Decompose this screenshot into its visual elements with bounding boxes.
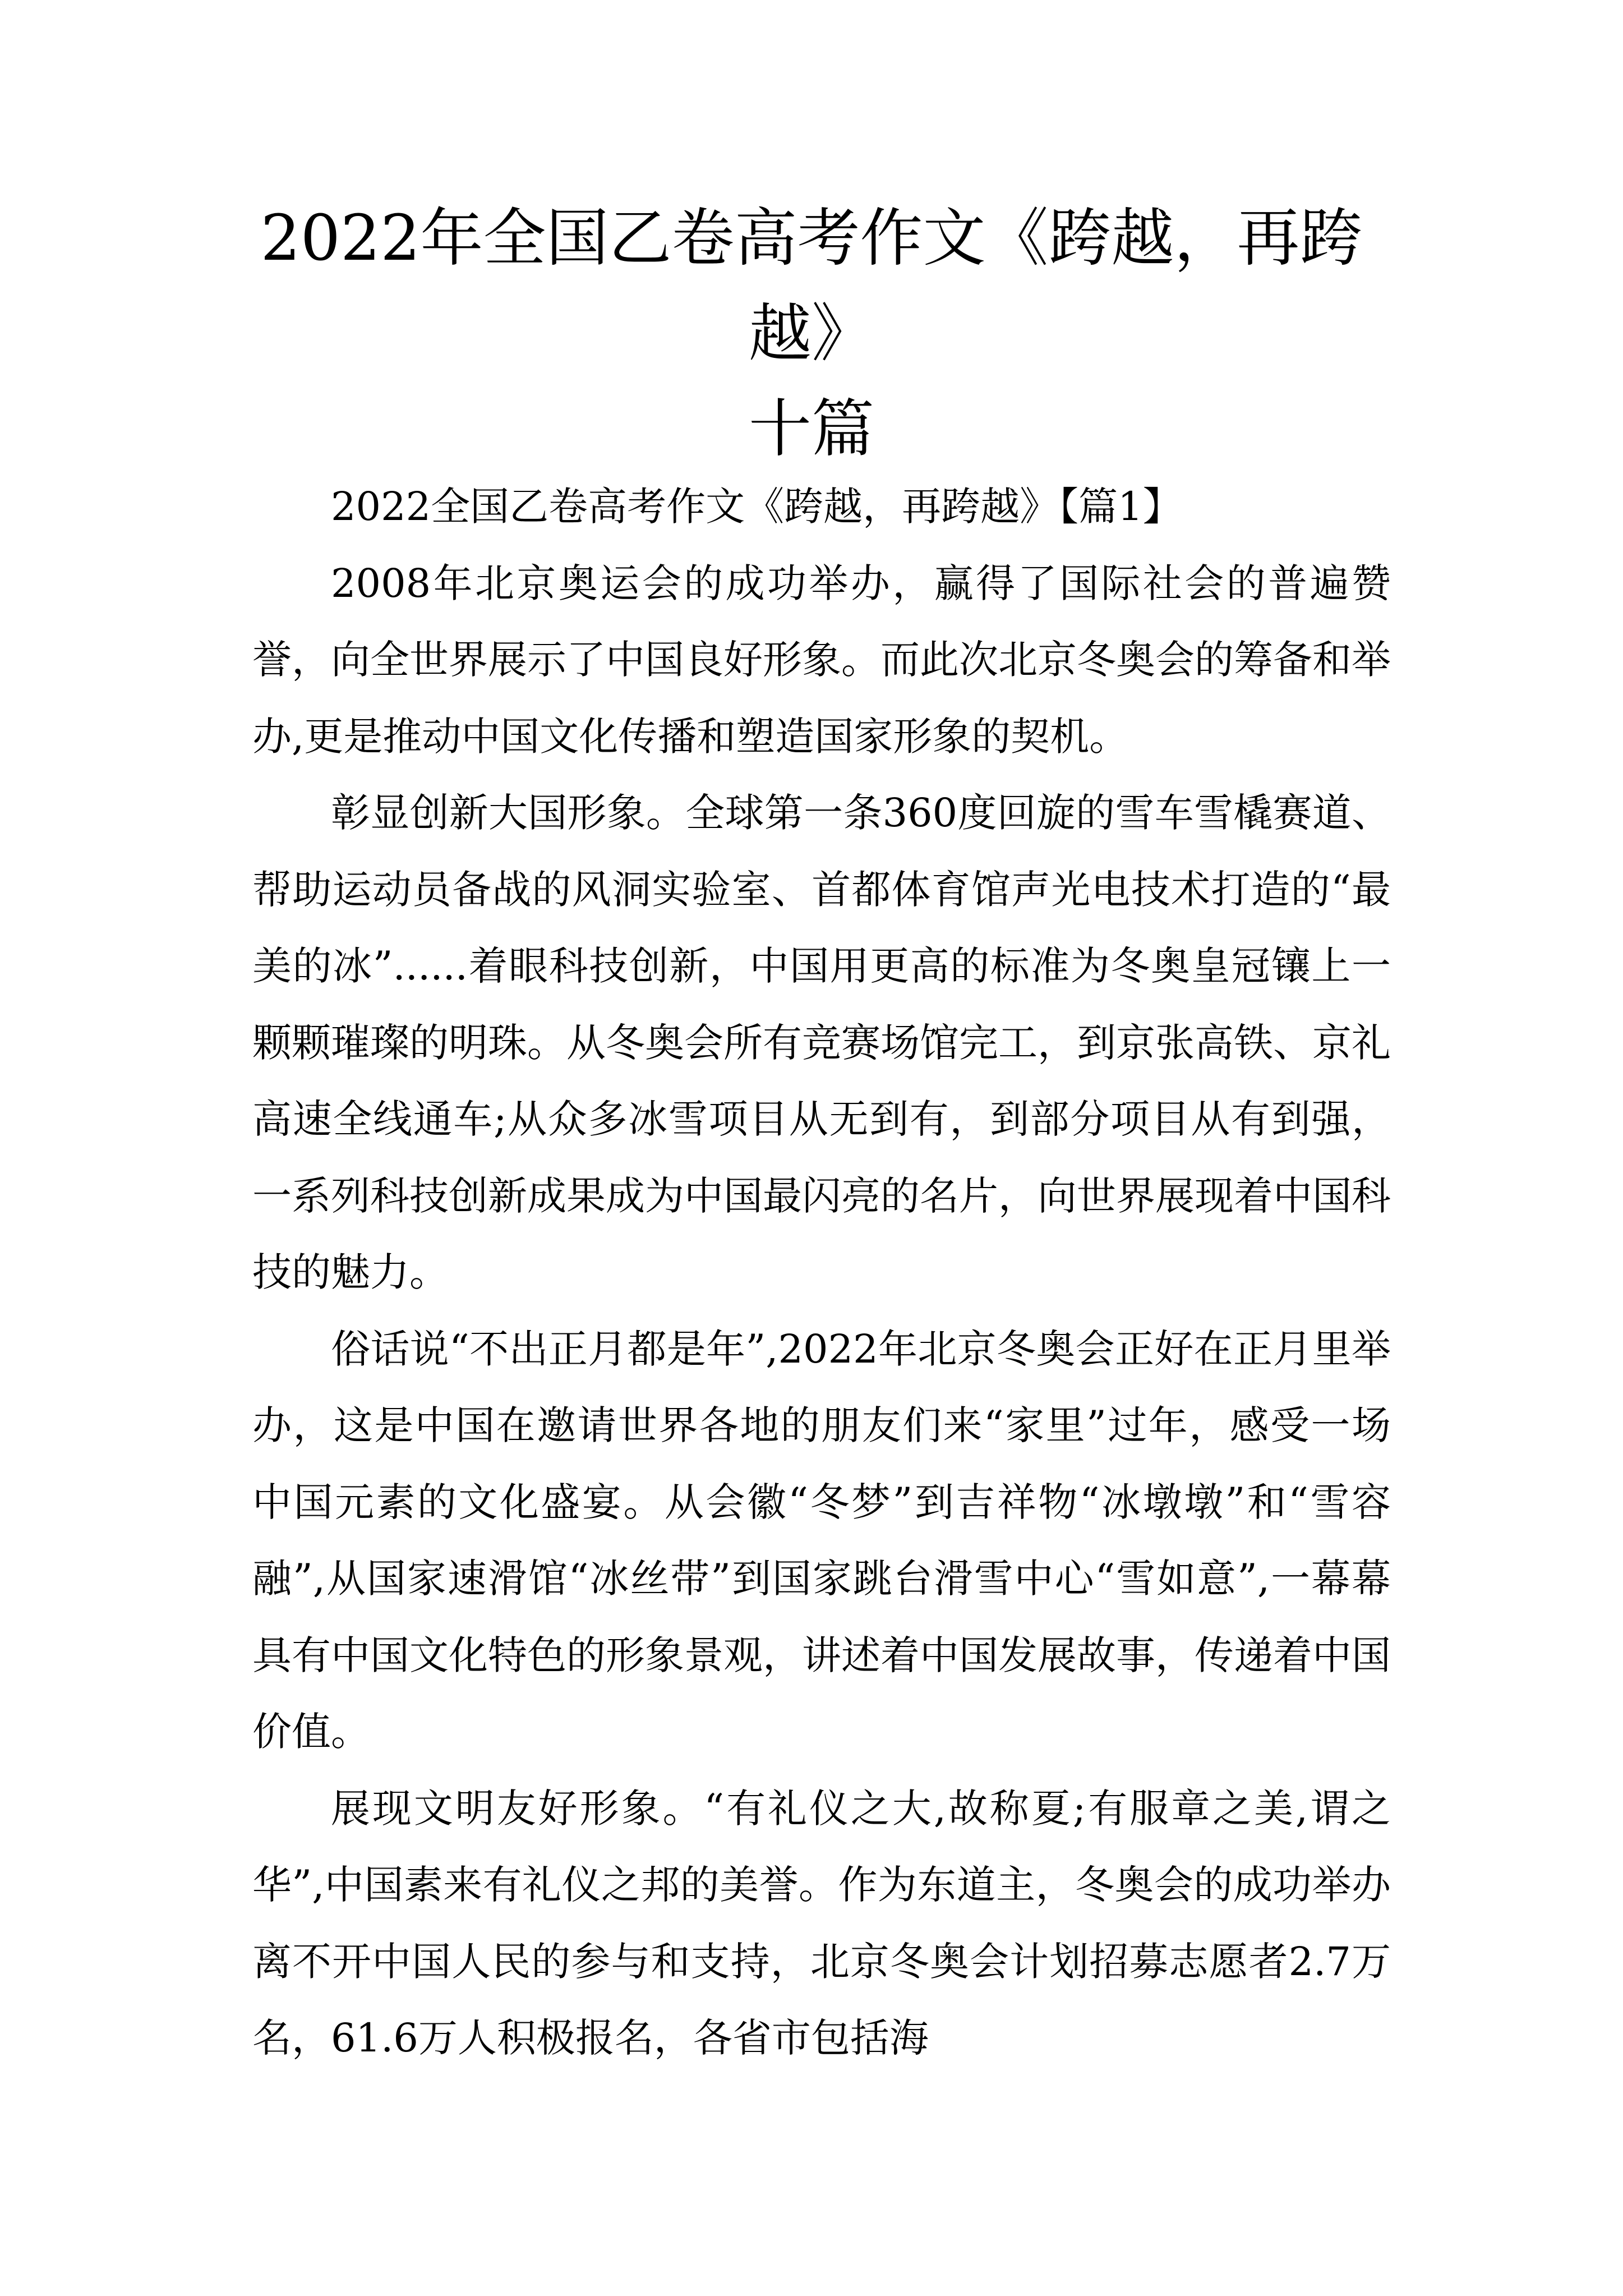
paragraph: 2008年北京奥运会的成功举办，赢得了国际社会的普遍赞誉，向全世界展示了中国良好形象。而此次北京冬奥会的筹备和举办,更是推动中国文化传播和塑造国家形象的契机。 [252,560,1391,760]
section-heading: 2022全国乙卷高考作文《跨越，再跨越》【篇1】 [331,484,1182,530]
document-title [213,191,1410,477]
title-line-2: 十篇 [749,393,874,466]
paragraph: 彰显创新大国形象。全球第一条360度回旋的雪车雪橇赛道、帮助运动员备战的风洞实验室、首都体育馆声光电技术打造的“最美的冰”......着眼科技创新，中国用更高的标准为冬奥皇冠镶上一颗颗璀璨的明珠。从冬奥会所有竞赛场馆完工，到京张高铁、京礼高速全线通车;从众多冰雪项目从无到有，到部分项目从有到强，一系列科技创新成果成为中国最闪亮的名片，向世界展现着中国科技的魅力。 [252,790,1391,1295]
title-line-1: 2022年全国乙卷高考作文《跨越，再跨越》 [260,202,1363,370]
document-body [252,468,1391,2077]
paragraph: 展现文明友好形象。“有礼仪之大,故称夏;有服章之美,谓之华”,中国素来有礼仪之邦的美誉。作为东道主，冬奥会的成功举办离不开中国人民的参与和支持，北京冬奥会计划招募志愿者2.7万名，61.6万人积极报名，各省市包括海 [252,1785,1391,2061]
paragraph: 俗话说“不出正月都是年”,2022年北京冬奥会正好在正月里举办，这是中国在邀请世界各地的朋友们来“家里”过年，感受一场中国元素的文化盛宴。从会徽“冬梦”到吉祥物“冰墩墩”和“雪容融”,从国家速滑馆“冰丝带”到国家跳台滑雪中心“雪如意”,一幕幕具有中国文化特色的形象景观，讲述着中国发展故事，传递着中国价值。 [252,1326,1391,1755]
